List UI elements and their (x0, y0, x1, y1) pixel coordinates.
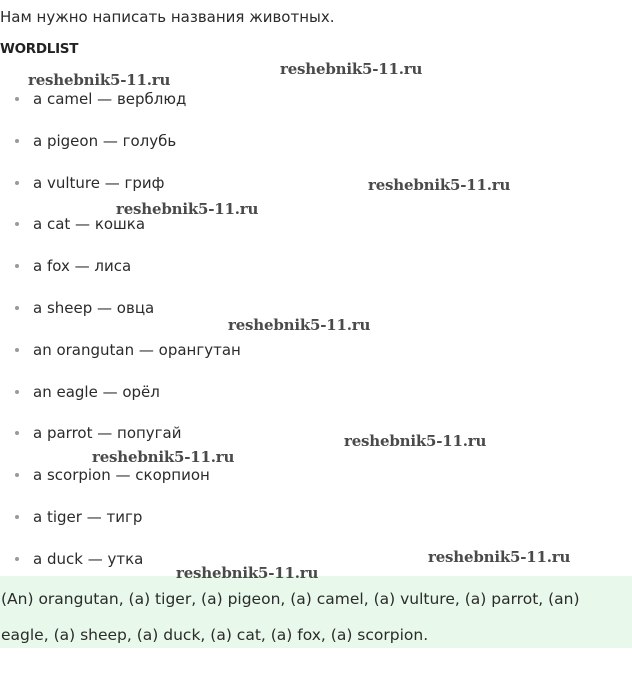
watermark: reshebnik5-11.ru (280, 60, 423, 78)
bullet-icon (15, 557, 19, 561)
watermark: reshebnik5-11.ru (116, 200, 259, 218)
list-item (0, 213, 632, 255)
bullet-icon (15, 306, 19, 310)
list-item-text: a fox — лиса (33, 257, 132, 276)
intro-text: Нам нужно написать названия животных. (0, 8, 335, 26)
bullet-icon (15, 348, 19, 352)
list-item-text: a pigeon — голубь (33, 131, 177, 150)
list-item (0, 339, 632, 381)
watermark: reshebnik5-11.ru (344, 432, 487, 450)
bullet-icon (15, 139, 19, 143)
list-item (0, 381, 632, 423)
watermark: reshebnik5-11.ru (176, 564, 319, 582)
bullet-icon (15, 264, 19, 268)
bullet-icon (15, 431, 19, 435)
list-item (0, 255, 632, 297)
watermark: reshebnik5-11.ru (228, 316, 371, 334)
list-item-text: an eagle — орёл (33, 382, 160, 401)
list-item (0, 130, 632, 172)
list-item-text: an orangutan — орангутан (33, 340, 241, 359)
bullet-icon (15, 515, 19, 519)
watermark: reshebnik5-11.ru (92, 448, 235, 466)
list-item-text: a camel — верблюд (33, 90, 187, 108)
watermark: reshebnik5-11.ru (28, 71, 171, 89)
bullet-icon (15, 390, 19, 394)
list-item (0, 464, 632, 506)
wordlist (0, 88, 632, 590)
list-item-text: a vulture — гриф (33, 173, 165, 192)
bullet-icon (15, 473, 19, 477)
list-item-text: a tiger — тигр (33, 507, 143, 526)
list-item-text: a sheep — овца (33, 298, 155, 317)
list-item-text: a cat — кошка (33, 215, 146, 234)
answer-box (0, 576, 632, 648)
bullet-icon (15, 97, 19, 101)
list-item-text: a duck — утка (33, 549, 144, 568)
list-item-text: a parrot — попугай (33, 424, 182, 443)
wordlist-heading: WORDLIST (0, 41, 79, 57)
bullet-icon (15, 222, 19, 226)
answer-text: (An) orangutan, (a) tiger, (a) pigeon, (a) camel, (a) vulture, (a) parrot, (an) eagle, (a) sheep, (a) duck, (a) cat, (a) fox, (a) scorpion. (1, 590, 580, 644)
bullet-icon (15, 181, 19, 185)
list-item-text: a scorpion — скорпион (33, 466, 210, 485)
list-item (0, 88, 632, 130)
watermark: reshebnik5-11.ru (428, 548, 571, 566)
list-item (0, 506, 632, 548)
watermark: reshebnik5-11.ru (368, 176, 511, 194)
list-item (0, 172, 632, 214)
